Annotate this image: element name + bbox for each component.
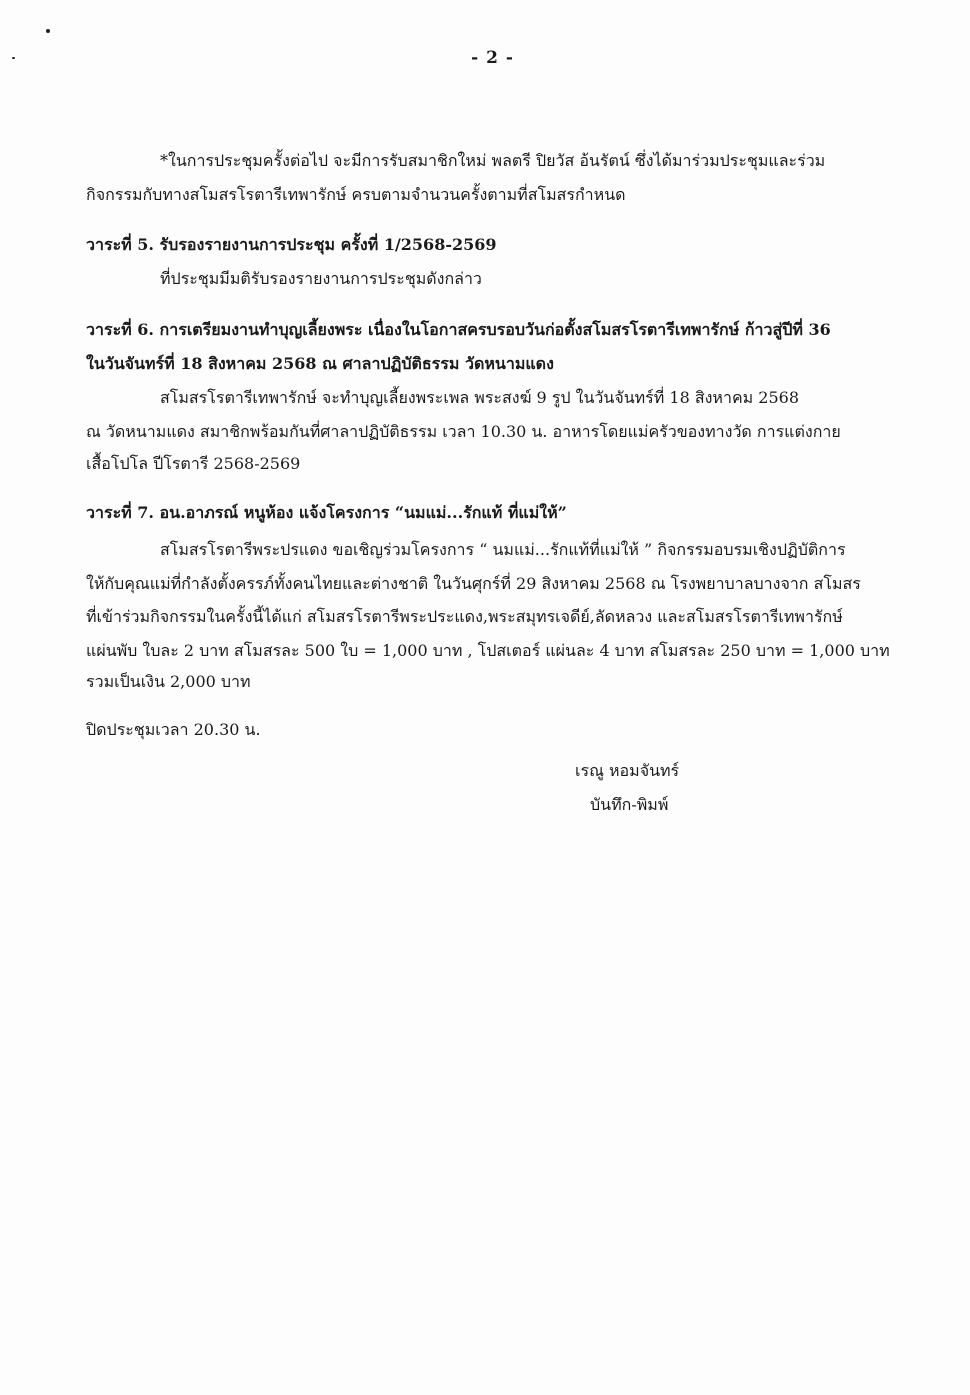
agenda-5-heading: วาระที่ 5. รับรองรายงานการประชุม ครั้งที่ 1/2568-2569 bbox=[86, 235, 497, 254]
signature-role: บันทึก-พิมพ์ bbox=[590, 795, 669, 814]
agenda-7-body-line1: สโมสรโรตารีพระปรแดง ขอเชิญร่วมโครงการ “ นมแม่...รักแท้ที่แม่ให้ ” กิจกรรมอบรมเชิงปฏิบัติการ bbox=[160, 540, 846, 559]
scan-speck bbox=[46, 29, 50, 33]
agenda-7-body-line5: รวมเป็นเงิน 2,000 บาท bbox=[86, 672, 251, 691]
new-member-note-line2: กิจกรรมกับทางสโมสรโรตารีเทพารักษ์ ครบตามจำนวนครั้งตามที่สโมสรกำหนด bbox=[86, 185, 626, 204]
agenda-7-body-line4: แผ่นพับ ใบละ 2 บาท สโมสรละ 500 ใบ = 1,000 บาท , โปสเตอร์ แผ่นละ 4 บาท สโมสรละ 250 บาท = 1,000 บาท bbox=[86, 641, 890, 660]
agenda-7-heading: วาระที่ 7. อน.อาภรณ์ หนูห้อง แจ้งโครงการ “นมแม่...รักแท้ ที่แม่ให้” bbox=[86, 503, 567, 522]
agenda-6-body-line1: สโมสรโรตารีเทพารักษ์ จะทำบุญเลี้ยงพระเพล พระสงฆ์ 9 รูป ในวันจันทร์ที่ 18 สิงหาคม 2568 bbox=[160, 388, 800, 407]
agenda-7-body-line3: ที่เข้าร่วมกิจกรรมในครั้งนี้ได้แก่ สโมสรโรตารีพระประแดง,พระสมุทรเจดีย์,ลัดหลวง และสโมสรโรตารีเทพารักษ์ bbox=[86, 607, 843, 626]
meeting-closing-time: ปิดประชุมเวลา 20.30 น. bbox=[86, 720, 261, 739]
page-number: - 2 - bbox=[471, 48, 514, 68]
agenda-6-heading-line2: ในวันจันทร์ที่ 18 สิงหาคม 2568 ณ ศาลาปฏิบัติธรรม วัดหนามแดง bbox=[86, 354, 554, 373]
agenda-6-body-line3: เสื้อโปโล ปีโรตารี 2568-2569 bbox=[86, 454, 301, 473]
agenda-6-body-line2: ณ วัดหนามแดง สมาชิกพร้อมกันที่ศาลาปฏิบัติธรรม เวลา 10.30 น. อาหารโดยแม่ครัวของทางวัด การแต่งกาย bbox=[86, 422, 841, 441]
agenda-5-body: ที่ประชุมมีมติรับรองรายงานการประชุมดังกล่าว bbox=[160, 269, 482, 288]
agenda-6-heading-line1: วาระที่ 6. การเตรียมงานทำบุญเลี้ยงพระ เนื่องในโอกาสครบรอบวันก่อตั้งสโมสรโรตารีเทพารักษ์ ก้าวสู่ปีที่ 36 bbox=[86, 320, 831, 339]
signature-name: เรณู หอมจันทร์ bbox=[575, 761, 680, 780]
agenda-7-body-line2: ให้กับคุณแม่ที่กำลังตั้งครรภ์ทั้งคนไทยและต่างชาติ ในวันศุกร์ที่ 29 สิงหาคม 2568 ณ โรงพยาบาลบางจาก สโมสร bbox=[86, 574, 861, 593]
new-member-note-line1: *ในการประชุมครั้งต่อไป จะมีการรับสมาชิกใหม่ พลตรี ปิยวัส อ้นรัตน์ ซึ่งได้มาร่วมประชุมและร่วม bbox=[160, 151, 826, 170]
